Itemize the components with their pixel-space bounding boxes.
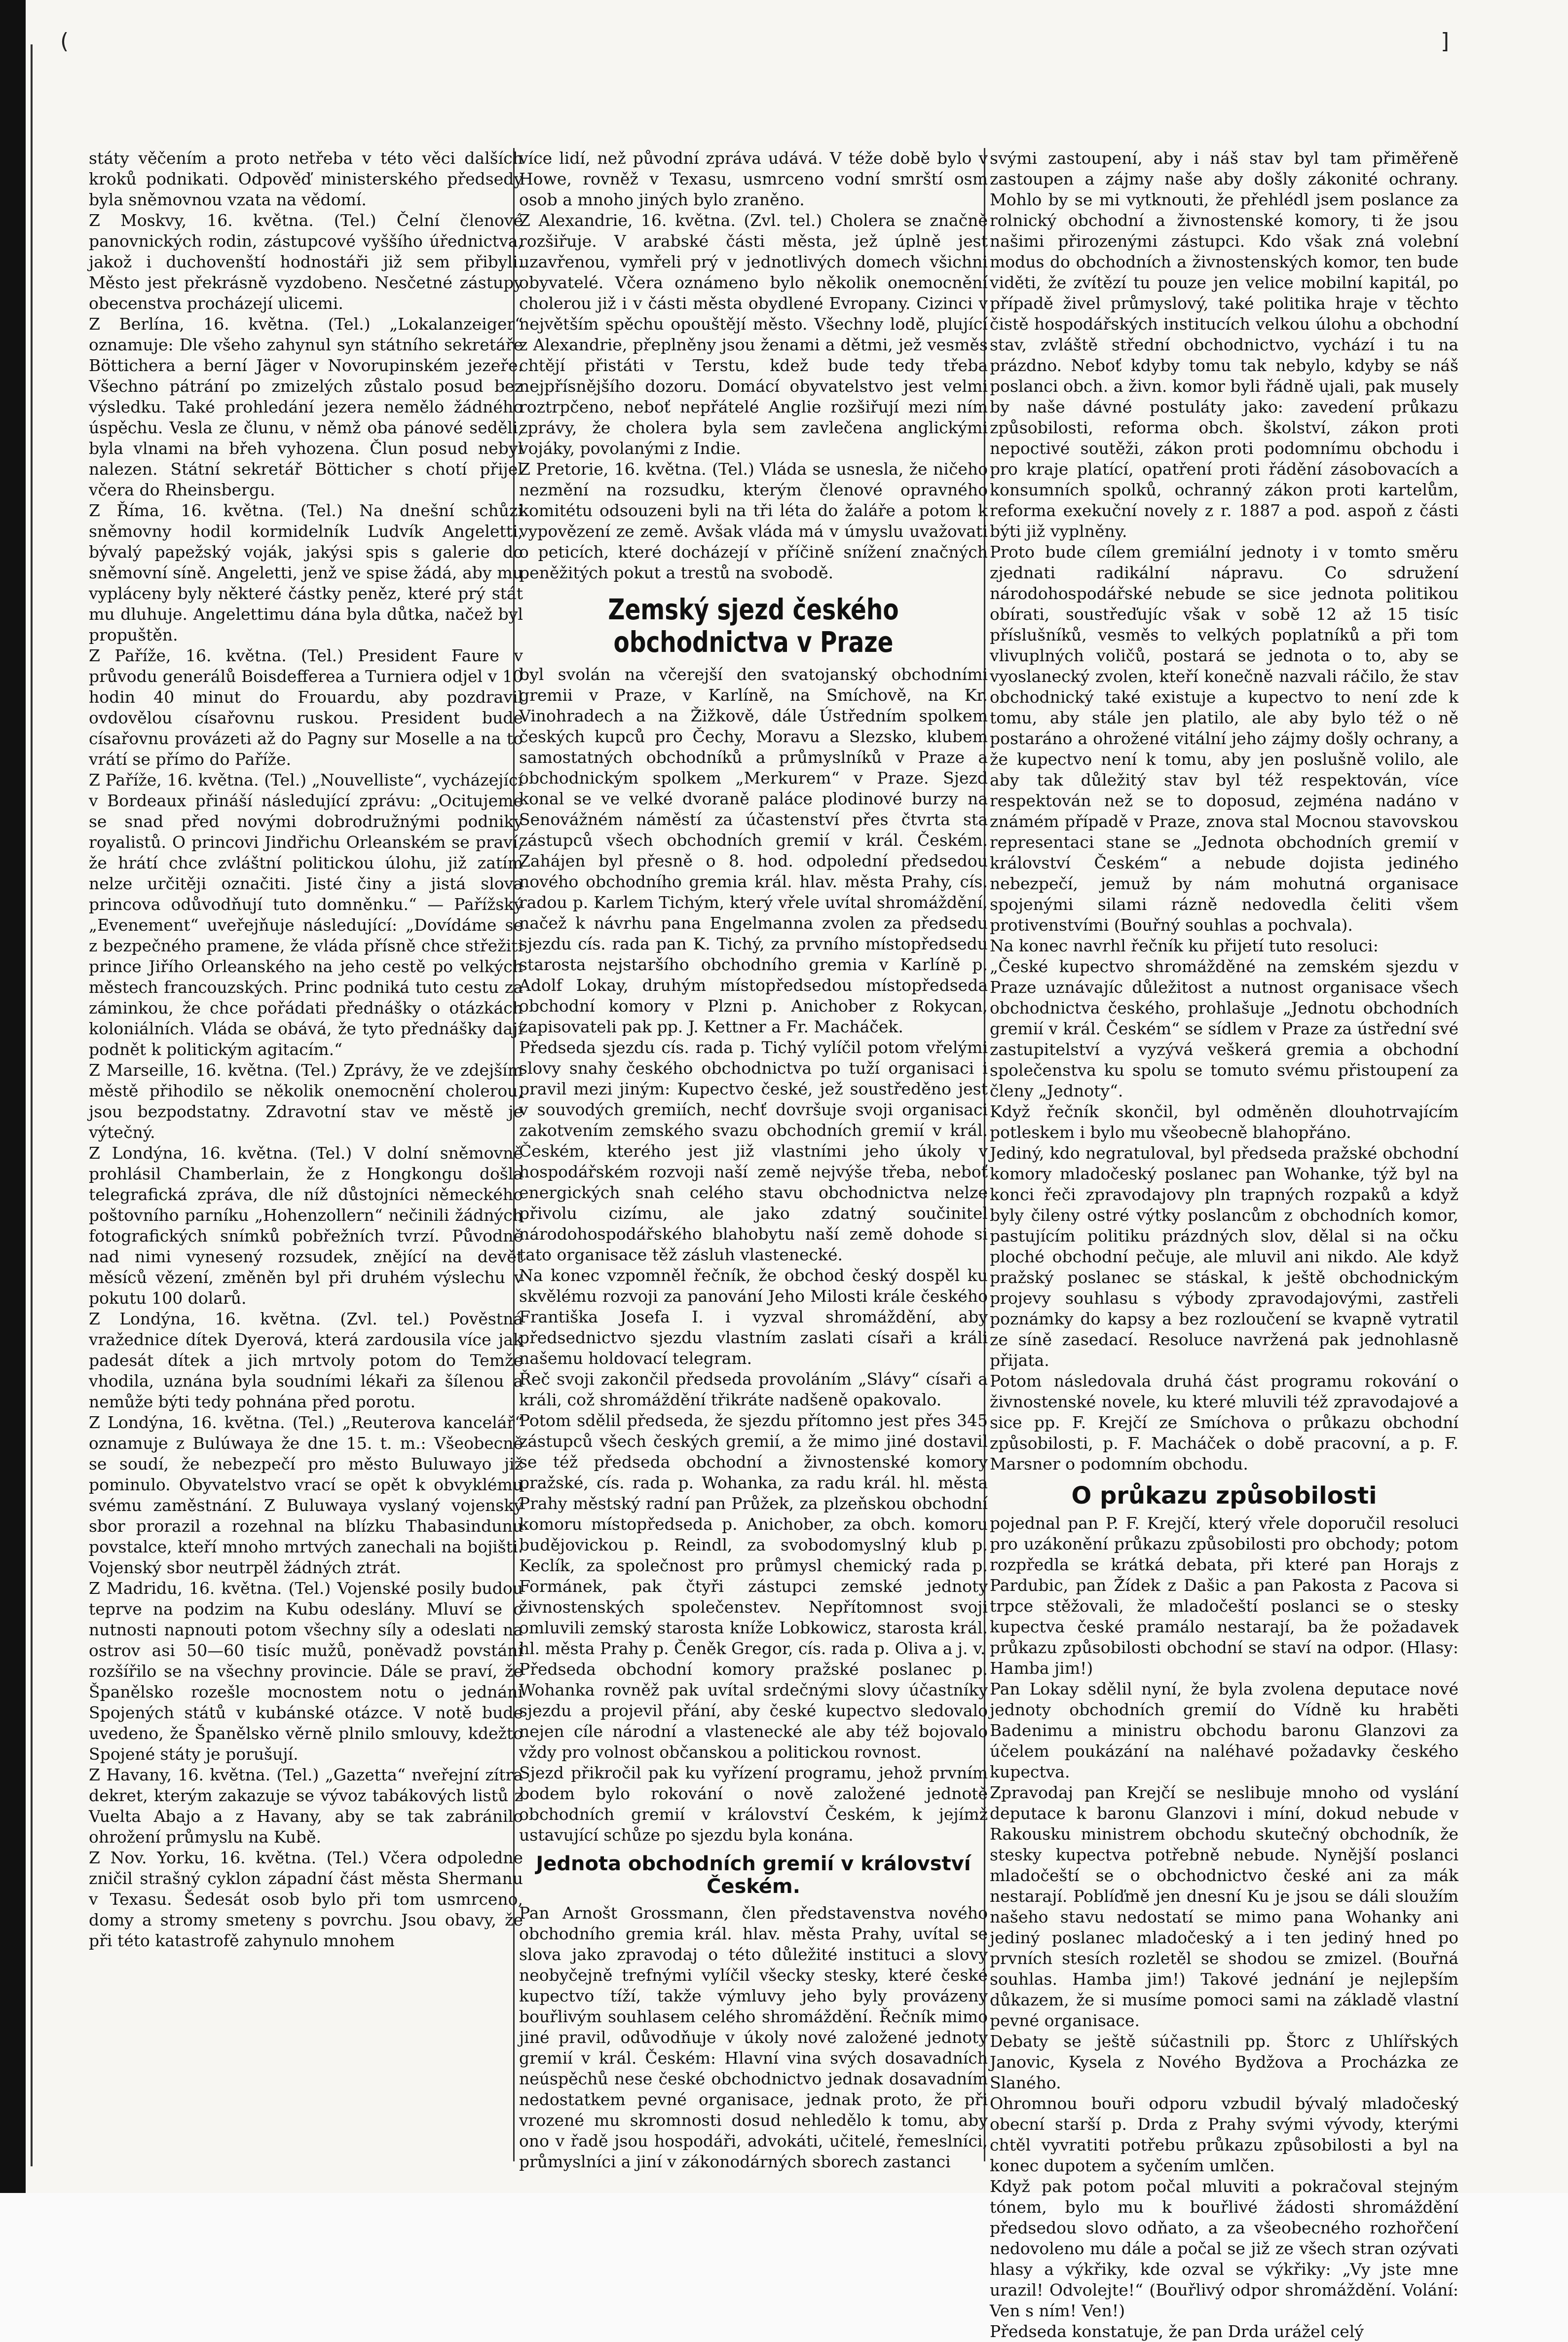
news-paragraph: Z Berlína, 16. května. (Tel.) „Lokalanzeiger“ oznamuje: Dle všeho zahynul syn státního sekretáře Böttichera a berní Jäger v Novorupinském jezeře. Všechno pátrání po zmizelých zůstalo posud bez výsledku. Také prohledání jezera nemělo žádného úspěchu. Vesla ze člunu, v němž oba pánové seděli, byla vlnami na břeh vyhozena. Člun posud nebyl nalezen. Státní sekretář Bötticher s chotí přijel včera do Rheinsbergu. <box>89 314 523 499</box>
news-paragraph: Z Londýna, 16. května. (Tel.) „Reuterova kancelář“ oznamuje z Bulúwaya že dne 15. t. m.: Všeobecně se soudí, že nebezpečí pro město Buluwayo již pominulo. Obyvatelstvo vrací se opět k obvyklému svému zaměstnání. Z Buluwaya vyslaný vojenský sbor prorazil a rozehnal na blízku Thabasindunu povstalce, kteří mnoho mrtvých zanechali na bojišti. Vojenský sbor neutrpěl žádných ztrát. <box>89 1413 523 1577</box>
article-paragraph: Předseda sjezdu cís. rada p. Tichý vylíčil potom vřelými slovy snahy českého obchodnictva po tuží organisaci i pravil mezi jiným: Kupectvo české, jež soustředěno jest v souvodých gremiích, nechť dovršuje svoji organisaci zakotvením zemského svazu obchodních gremií v král. Českém, kterého jest již vlastními jeho úkoly v hospodářském rozvoji naší země nejvýše třeba, neboť energických snah celého stavu obchodnictva nelze přivolu cizímu, ale jako zdatný součinitel národohospodářského blahobytu naší země dohode si tato organisace těž zásluh vlastenecké. <box>519 1038 988 1264</box>
article-headline: Zemský sjezd českého obchodnictva v Praze <box>608 593 899 659</box>
article-paragraph: Jediný, kdo negratuloval, byl předseda pražské obchodní komory mladočeský poslanec pan Wohanke, týž byl na konci řeči zpravodajovy pln trapných rozpaků a když byly čileny ostré výtky poslancům z obchodních komor, pastujícím politiku prázdných slov, dělal si na očku ploché obchodní pečuje, ale mluvil ani nikdo. Ale když pražský poslanec se stáskal, k ještě obchodnickým projevy souhlasu s výbody zpravodajovými, zastřeli poznámky do kapsy a bez rozloučení se kvapně vytratil ze síně zasedací. Resoluce navržená pak jednohlasně přijata. <box>990 1143 1458 1370</box>
article-paragraph: Na konec navrhl řečník ku přijetí tuto resoluci: <box>990 936 1379 955</box>
article-paragraph: pojednal pan P. F. Krejčí, který vřele doporučil resoluci pro uzákonění průkazu způsobilosti pro obchody; potom rozpředla se krátká debata, při které pan Horajs z Pardubic, pan Žídek z Dašic a pan Pakosta z Pacova si trpce stěžovali, že mladočeští poslanci se o stesky kupectva české pramálo nestarají, ba že požadavek průkazu způsobilosti obchodní se staví na odpor. (Hlasy: Hamba jim!) <box>990 1513 1458 1678</box>
folio-mark-left: ( <box>60 29 69 54</box>
article-paragraph: Potom sdělil předseda, že sjezdu přítomno jest přes 345 zástupců všech českých gremií, a že mimo jiné dostavil se též předseda obchodní a živnostenské komory pražské, cís. rada p. Wohanka, za radu král. hl. města Prahy městský radní pan Průžek, za plzeňskou obchodní komoru místopředseda p. Anichober, za obch. komoru budějovickou p. Reindl, za svobodomyslný klub p. Keclík, za společnost pro průmysl chemický rada p. Formánek, pak čtyři zástupci zemské jednoty živnostenských společenstev. Nepřítomnost svoji omluvili zemský starosta kníže Lobkowicz, starosta král. hl. města Prahy p. Čeněk Gregor, cís. rada p. Oliva a j. v. <box>519 1411 988 1658</box>
news-paragraph: více lidí, než původní zpráva udává. V téže době bylo v Howe, rovněž v Texasu, usmrceno vodní smrští osm osob a mnoho jiných bylo zraněno. <box>519 149 988 209</box>
section-heading: O průkazu způsobilosti <box>1071 1482 1377 1510</box>
news-paragraph: Z Madridu, 16. května. (Tel.) Vojenské posily budou teprve na podzim na Kubu odeslány. Mluví se o nutnosti napnouti potom všechny síly a odeslati na ostrov asi 50—60 tisíc mužů, poněvadž povstání rozšířilo se na všechny provincie. Dále se praví, že Španělsko rozešle mocnostem notu o jednání Spojených států v kubánské otázce. V notě bude uvedeno, že Španělsko věrně plnilo smlouvy, kdežto Spojené státy je porušují. <box>89 1579 523 1764</box>
section-heading: Jednota obchodních gremií v království Českém. <box>536 1852 971 1898</box>
article-paragraph: Když pak potom počal mluviti a pokračoval stejným tónem, bylo mu k bouřlivé žádosti shromáždění předsedou slovo odňato, a za všeobecného rozhořčení nedovoleno mu dále a počal se již ze všech stran ozývati hlasy a výkřiky, kde ozval se výkřiky: „Vy jste mne urazil! Odvolejte!“ (Bouřlivý odpor shromáždění. Volání: Ven s ním! Ven!) <box>990 2177 1458 2320</box>
news-paragraph: Z Moskvy, 16. května. (Tel.) Čelní členové panovnických rodin, zástupcové vyššího úřednictva, jakož i duchovenští hodnostáři již sem přibyli. Město jest překrásně vyzdobeno. Nesčetné zástupy obecenstva procházejí ulicemi. <box>89 211 523 313</box>
page-border <box>31 44 33 2166</box>
news-paragraph: Z Havany, 16. května. (Tel.) „Gazetta“ nveřejní zítra dekret, kterým zakazuje se vývoz tabákových listů z Vuelta Abajo a z Havany, aby se tak zabránilo ohrožení průmyslu na Kubě. <box>89 1765 523 1847</box>
news-paragraph: Z Paříže, 16. května. (Tel.) President Faure v průvodu generálů Boisdefferea a Turniera odjel v 10 hodin 40 minut do Frouardu, aby pozdravil ovdovělou císařovnu ruskou. President bude císařovnu provázeti až do Pagny sur Moselle a na to vrátí se přímo do Paříže. <box>89 646 523 769</box>
column-2 <box>519 148 988 2172</box>
scan-edge <box>0 0 26 2193</box>
column-1 <box>89 148 523 1951</box>
folio-mark-right: ] <box>1441 29 1450 54</box>
article-paragraph: Předseda obchodní komory pražské poslanec p. Wohanka rovněž pak uvítal srdečnými slovy účastníky sjezdu a projevil přání, aby české kupectvo sledovalo nejen cíle národní a vlastenecké ale aby též bojovalo vždy pro volnost občanskou a politickou rovnost. <box>519 1660 988 1762</box>
resolution-text: „České kupectvo shromážděné na zemském sjezdu v Praze uznávajíc důležitost a nutnost organisace všech obchodnictva českého, prohlašuje „Jednotu obchodních gremií v král. Českém“ se sídlem v Praze za ústřední své zastupitelství a vyzývá veškerá gremia a obchodní společenstva ku spolu se tomuto svému přistoupení za členy „Jednoty“. <box>990 957 1458 1100</box>
article-paragraph: Na konec vzpomněl řečník, že obchod český dospěl ku skvělému rozvoji za panování Jeho Milosti krále českého Františka Josefa I. i vyzval shromáždění, aby předsednictvo sjezdu vlastním zaslati císaři a králi našemu holdovací telegram. <box>519 1266 988 1368</box>
news-paragraph: Z Marseille, 16. května. (Tel.) Zprávy, že ve zdejším městě přihodilo se několik onemocnění cholerou, jsou bezpodstatny. Zdravotní stav ve městě je výtečný. <box>89 1060 523 1142</box>
article-paragraph: Debaty se ještě súčastnili pp. Štorc z Uhlířských Janovic, Kysela z Nového Bydžova a Procházka ze Slaného. <box>990 2032 1458 2092</box>
news-paragraph: Z Londýna, 16. května. (Tel.) V dolní sněmovně prohlásil Chamberlain, že z Hongkongu došla telegrafická zpráva, dle níž důstojníci německého poštovního parníku „Hohenzollern“ nečinili žádných fotografických snímků pobřežních tvrzí. Původně nad nimi vynesený rozsudek, znějící na devět měsíců vězení, změněn byl při druhém výslechu v pokutu 100 dolarů. <box>89 1143 523 1308</box>
news-paragraph: Z Alexandrie, 16. května. (Zvl. tel.) Cholera se značně rozšiřuje. V arabské části města, jež úplně jest uzavřenou, vymřeli prý v jednotlivých domech všichni obyvatelé. Včera oznámeno bylo několik onemocnění cholerou již i v části města obydlené Evropany. Cizinci v největším spěchu opouštějí město. Všechny lodě, plující z Alexandrie, přeplněny jsou ženami a dětmi, jež vesměs chtějí přistáti v Terstu, kdež bude tedy třeba nejpřísnějšího dozoru. Domácí obyvatelstvo jest velmi roztrpčeno, neboť nepřátelé Anglie rozšiřují mezi ním zprávy, že cholera byla sem zavlečena anglickými vojáky, povolanými z Indie. <box>519 211 988 458</box>
article-paragraph: Sjezd přikročil pak ku vyřízení programu, jehož prvním bodem bylo rokování o nově založené jednotě obchodních gremií v království Českém, k jejímž ustavující schůze po sjezdu byla konána. <box>519 1763 988 1845</box>
news-paragraph: Z Pretorie, 16. května. (Tel.) Vláda se usnesla, že ničeho nezmění na rozsudku, kterým členové opravného komitétu odsouzeni byli na tři léta do žaláře a potom k vypovězení ze země. Avšak vláda má v úmyslu uvažovati o peticích, které docházejí v příčině snížení značných peněžitých pokut a trestů na svobodě. <box>519 459 988 582</box>
article-paragraph: Zpravodaj pan Krejčí se neslibuje mnoho od vyslání deputace k baronu Glanzovi i míní, dokud nebude v Rakousku ministrem obchodu skutečný obchodník, že stesky kupectva potřebně nebude. Nynější poslanci mladočeští se o obchodnictvo české ani za mák nestarají. Poblíďmě jen dnesní Ku je jsou se dáli sloužím našeho stavu nedostatí se mimo pana Wohanky ani jediný poslanec mladočeský a i ten jediný hned po prvních stesích rozletěl se shodou se zmizel. (Bouřná souhlas. Hamba jim!) Takové jednání je nejlepším důkazem, že si musíme pomoci sami na základě vlastní pevné organisace. <box>990 1783 1458 2030</box>
news-paragraph: Z Říma, 16. května. (Tel.) Na dnešní schůzi sněmovny hodil kormidelník Ludvík Angeletti, bývalý papežský voják, jakýsi spis s galerie do sněmovní síně. Angeletti, jenž ve spise žádá, aby mu vypláceny byly některé částky peněz, které prý stát mu dluhuje. Angelettimu dána byla důtka, načež byl propuštěn. <box>89 501 523 644</box>
news-paragraph: Z Nov. Yorku, 16. května. (Tel.) Včera odpoledne zničil strašný cyklon západní část města Shermanu v Texasu. Šedesát osob bylo při tom usmrceno, domy a stromy smeteny s povrchu. Jsou obavy, že při této katastrofě zahynulo mnohem <box>89 1848 523 1950</box>
news-paragraph: státy věčením a proto netřeba v této věci dalších kroků podnikati. Odpověď ministerského předsedy byla sněmovnou vzata na vědomí. <box>89 149 523 209</box>
article-paragraph: Předseda konstatuje, že pan Drda urážel celý <box>990 2322 1364 2341</box>
news-paragraph: Z Londýna, 16. května. (Zvl. tel.) Pověstná vražednice dítek Dyerová, která zardousila více jak padesát dítek a jich mrtvoly potom do Temže vhodila, uznána byla soudními lékaři za šílenou a nemůže býti tedy pohnána před porotu. <box>89 1309 523 1411</box>
column-3 <box>990 148 1458 2342</box>
article-paragraph: Ohromnou bouři odporu vzbudil bývalý mladočeský obecní starší p. Drda z Prahy svými vývody, kterými chtěl vyvratiti potřebu průkazu způsobilosti a byl na konec dupotem a syčením umlčen. <box>990 2094 1458 2175</box>
article-paragraph: byl svolán na včerejší den svatojanský obchodními gremii v Praze, v Karlíně, na Smíchově, na Kr. Vinohradech a na Žižkově, dále Ústředním spolkem českých kupců pro Čechy, Moravu a Slezsko, klubem samostatných obchodníků a průmyslníků v Praze a obchodnickým spolkem „Merkurem“ v Praze. Sjezd konal se ve velké dvoraně paláce plodinové burzy na Senovážném náměstí za účastenství přes čtvrta sta zástupců všech obchodních gremií v král. Českém. Zahájen byl přesně o 8. hod. odpolední předsedou nového obchodního gremia král. hlav. města Prahy, cís. radou p. Karlem Tichým, který vřele uvítal shromáždění, načež k návrhu pana Engelmanna zvolen za předsedu sjezdu cís. rada pan K. Tichý, za prvního místopředsedu starosta nejstaršího obchodního gremia v Karlíně p. Adolf Lokay, druhým místopředsedou místopředseda obchodní komory v Plzni p. Anichober z Rokycan, zapisovateli pak pp. J. Kettner a Fr. Macháček. <box>519 665 988 1036</box>
article-paragraph: Proto bude cílem gremiální jednoty i v tomto směru zjednati radikální nápravu. Co sdružení národohospodářské nebude se sice jednota politikou obírati, soustřeďujíc však v sobě 12 až 15 tisíc příslušníků, vesměs to velkých poplatníků a při tom vlivuplných voličů, postará se jednota o to, aby se vyoslanecký zvolen, kteří konečně nazvali ráčilo, že stav obchodnický také existuje a kupectvo to není zde k tomu, aby stále jen platilo, ale aby bylo též o ně postaráno a ohrožené vitální jeho zájmy došly ochrany, a že kupectvo není k tomu, aby jen poslušně volilo, ale aby tak důležitý stav byl též respektován, více respektován než se to doposud, zejména nadáno v známém případě v Praze, znova stal Mocnou stavovskou representaci stane se „Jednota obchodních gremií v království Českém“ a nebude dojista jediného nebezpečí, jemuž by nám mohutná organisace spojenými silami rázně nedovedla čeliti všem protivenstvími (Bouřný souhlas a pochvala). <box>990 542 1458 935</box>
article-paragraph: Když řečník skončil, byl odměněn dlouhotrvajícím potleskem i bylo mu všeobecně blahopřáno. <box>990 1102 1458 1142</box>
article-paragraph: Potom následovala druhá část programu rokování o živnostenské novele, ku které mluvili též zpravodajové a sice pp. F. Krejčí ze Smíchova o průkazu obchodní způsobilosti, p. F. Macháček o době pracovní, a p. F. Marsner o podomním obchodu. <box>990 1371 1458 1473</box>
article-paragraph: Pan Arnošt Grossmann, člen představenstva nového obchodního gremia král. hlav. města Prahy, uvítal se slova jako zpravodaj o této důležité instituci a slovy neobyčejně trefnými vylíčil všecky stesky, které české kupectvo tíží, takže výmluvy jeho byly provázeny bouřlivým souhlasem celého shromáždění. Řečník mimo jiné pravil, odůvodňuje v úkoly nové založené jednoty gremií v král. Českém: Hlavní vina svých dosavadních neúspěchů nese české obchodnictvo jednak dosavadním nedostatkem pevné organisace, jednak proto, že při vrozené mu skromnosti dosud nehledělo k tomu, aby ono v řadě jsou hospodáři, advokáti, učitelé, řemeslníci, průmyslníci a jiní v zákonodárných sborech zastanci <box>519 1903 988 2171</box>
article-paragraph: svými zastoupení, aby i náš stav byl tam přiměřeně zastoupen a zájmy naše aby došly zákonité ochrany. Mohlo by se mi vytknouti, že přehlédl jsem poslance za rolnický obchodní a živnostenské komory, ti že jsou našimi přirozenými zástupci. Kdo však zná volební modus do obchodních a živnostenských komor, ten bude viděti, že zvítězí tu pouze jen velice mobilní kapitál, po případě živel průmyslový, také politika hraje v těchto čistě hospodářských institucích velkou úlohu a obchodní stav, zvláště střední obchodnictvo, vychází i tu na prázdno. Neboť kdyby tomu tak nebylo, kdyby se náš poslanci obch. a živn. komor byli řádně ujali, pak musely by naše dávné postuláty jako: zavedení průkazu způsobilosti, reforma obch. školství, zákon proti nepoctivé soutěži, zákon proti podomnímu obchodu i pro kraje platící, opatření proti řádění zásobovacích a konsumních spolků, ochranný zákon proti kartelům, reforma exekuční novely z r. 1887 a pod. aspoň z části býti již vyplněny. <box>990 149 1458 541</box>
article-paragraph: Řeč svoji zakončil předseda provoláním „Slávy“ císaři a králi, což shromáždění třikráte nadšeně opakovalo. <box>519 1369 988 1409</box>
news-paragraph: Z Paříže, 16. května. (Tel.) „Nouvelliste“, vycházející v Bordeaux přináší následující zprávu: „Ocitujeme se snad před novými dobrodružnými podniky royalistů. O princovi Jindřichu Orleanském se praví, že hrátí chce zvláštní politickou úlohu, již zatím nelze určitěji označiti. Jisté činy a jistá slova princova odůvodňují tuto domněnku.“ — Pařížský „Evenement“ uveřejňuje následující: „Dovídáme se z bezpečného pramene, že vláda přísně chce střežiti prince Jiřího Orleanského na jeho cestě po velkých městech francouzských. Princ podniká tuto cestu za záminkou, že chce pořádati přednášky o otázkách koloniálních. Vláda se obává, že tyto přednášky dají podnět k politickým agitacím.“ <box>89 770 523 1059</box>
article-paragraph: Pan Lokay sdělil nyní, že byla zvolena deputace nové jednoty obchodních gremií do Vídně ku hraběti Badenimu a ministru obchodu baronu Glanzovi za účelem poukázání na naléhavé požadavky českého kupectva. <box>990 1679 1458 1781</box>
